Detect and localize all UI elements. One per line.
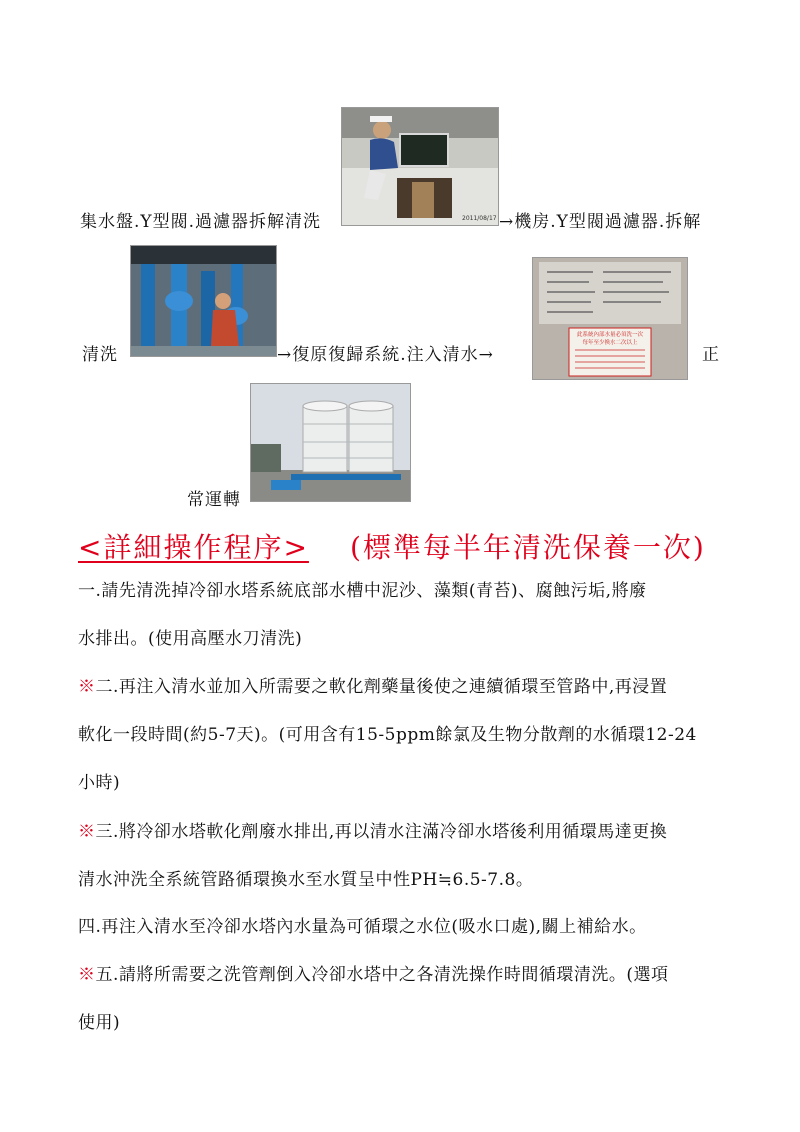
step-3-line-1: 三.將冷卻水塔軟化劑廢水排出,再以清水注滿冷卻水塔後利用循環馬達更換: [95, 822, 668, 842]
notice-line-1: 此系統內部水量必須洗一次: [576, 332, 644, 338]
photo-notice-board: [532, 257, 688, 380]
step-2-line-2: 軟化一段時間(約5-7天)。(可用含有15-5ppm餘氯及生物分散劑的水循環12-24: [78, 725, 697, 745]
step-2-line-3: 小時): [78, 773, 121, 793]
flow-step-3: 清洗: [82, 345, 118, 365]
step-4: [78, 903, 728, 951]
step-3-marker: ※: [78, 822, 96, 842]
step-5-line-2: 使用): [78, 1013, 121, 1033]
flow-step-6: 常運轉: [187, 490, 241, 510]
step-1-line-2: 水排出。(使用高壓水刀清洗): [78, 629, 303, 649]
photo-filter-cleaning: [341, 107, 499, 226]
step-2-line-1: 二.再注入清水並加入所需要之軟化劑藥量後使之連續循環至管路中,再浸置: [95, 677, 668, 697]
step-2: [78, 663, 728, 807]
photo-notice-board-image: [533, 258, 687, 379]
photo-cooling-tower-image: [251, 384, 410, 501]
step-1-line-1: 一.請先清洗掉冷卻水塔系統底部水槽中泥沙、藻類(青苔)、腐蝕污垢,將廢: [78, 581, 647, 601]
step-3-line-2: 清水沖洗全系統管路循環換水至水質呈中性PH≒6.5-7.8。: [78, 870, 534, 890]
flow-step-2: →機房.Y型閥過濾器.拆解: [499, 212, 702, 232]
photo-machine-room: [130, 245, 277, 357]
photo-machine-room-image: [131, 246, 276, 356]
maintenance-frequency-note: (標準每半年清洗保養一次): [350, 531, 706, 564]
step-2-marker: ※: [78, 677, 96, 697]
step-4-line-1: 四.再注入清水至冷卻水塔內水量為可循環之水位(吸水口處),關上補給水。: [78, 917, 647, 937]
photo-filter-cleaning-datestamp: 2011/08/17: [462, 215, 497, 222]
step-5-line-1: 五.請將所需要之洗管劑倒入冷卻水塔中之各清洗操作時間循環清洗。(選項: [95, 965, 669, 985]
step-5-marker: ※: [78, 965, 96, 985]
flow-step-5: 正: [702, 345, 720, 365]
photo-filter-cleaning-image: [342, 108, 498, 225]
step-3: [78, 808, 728, 904]
photo-cooling-tower: [250, 383, 411, 502]
flow-step-1: 集水盤.Y型閥.過濾器拆解清洗: [80, 212, 322, 232]
flow-step-4: →復原復歸系統.注入清水→: [277, 345, 494, 365]
notice-line-2: 每年至少換水二次以上: [582, 340, 638, 346]
procedure-heading: <詳細操作程序>: [78, 531, 309, 564]
step-5: [78, 951, 728, 1047]
step-1: [78, 567, 728, 663]
